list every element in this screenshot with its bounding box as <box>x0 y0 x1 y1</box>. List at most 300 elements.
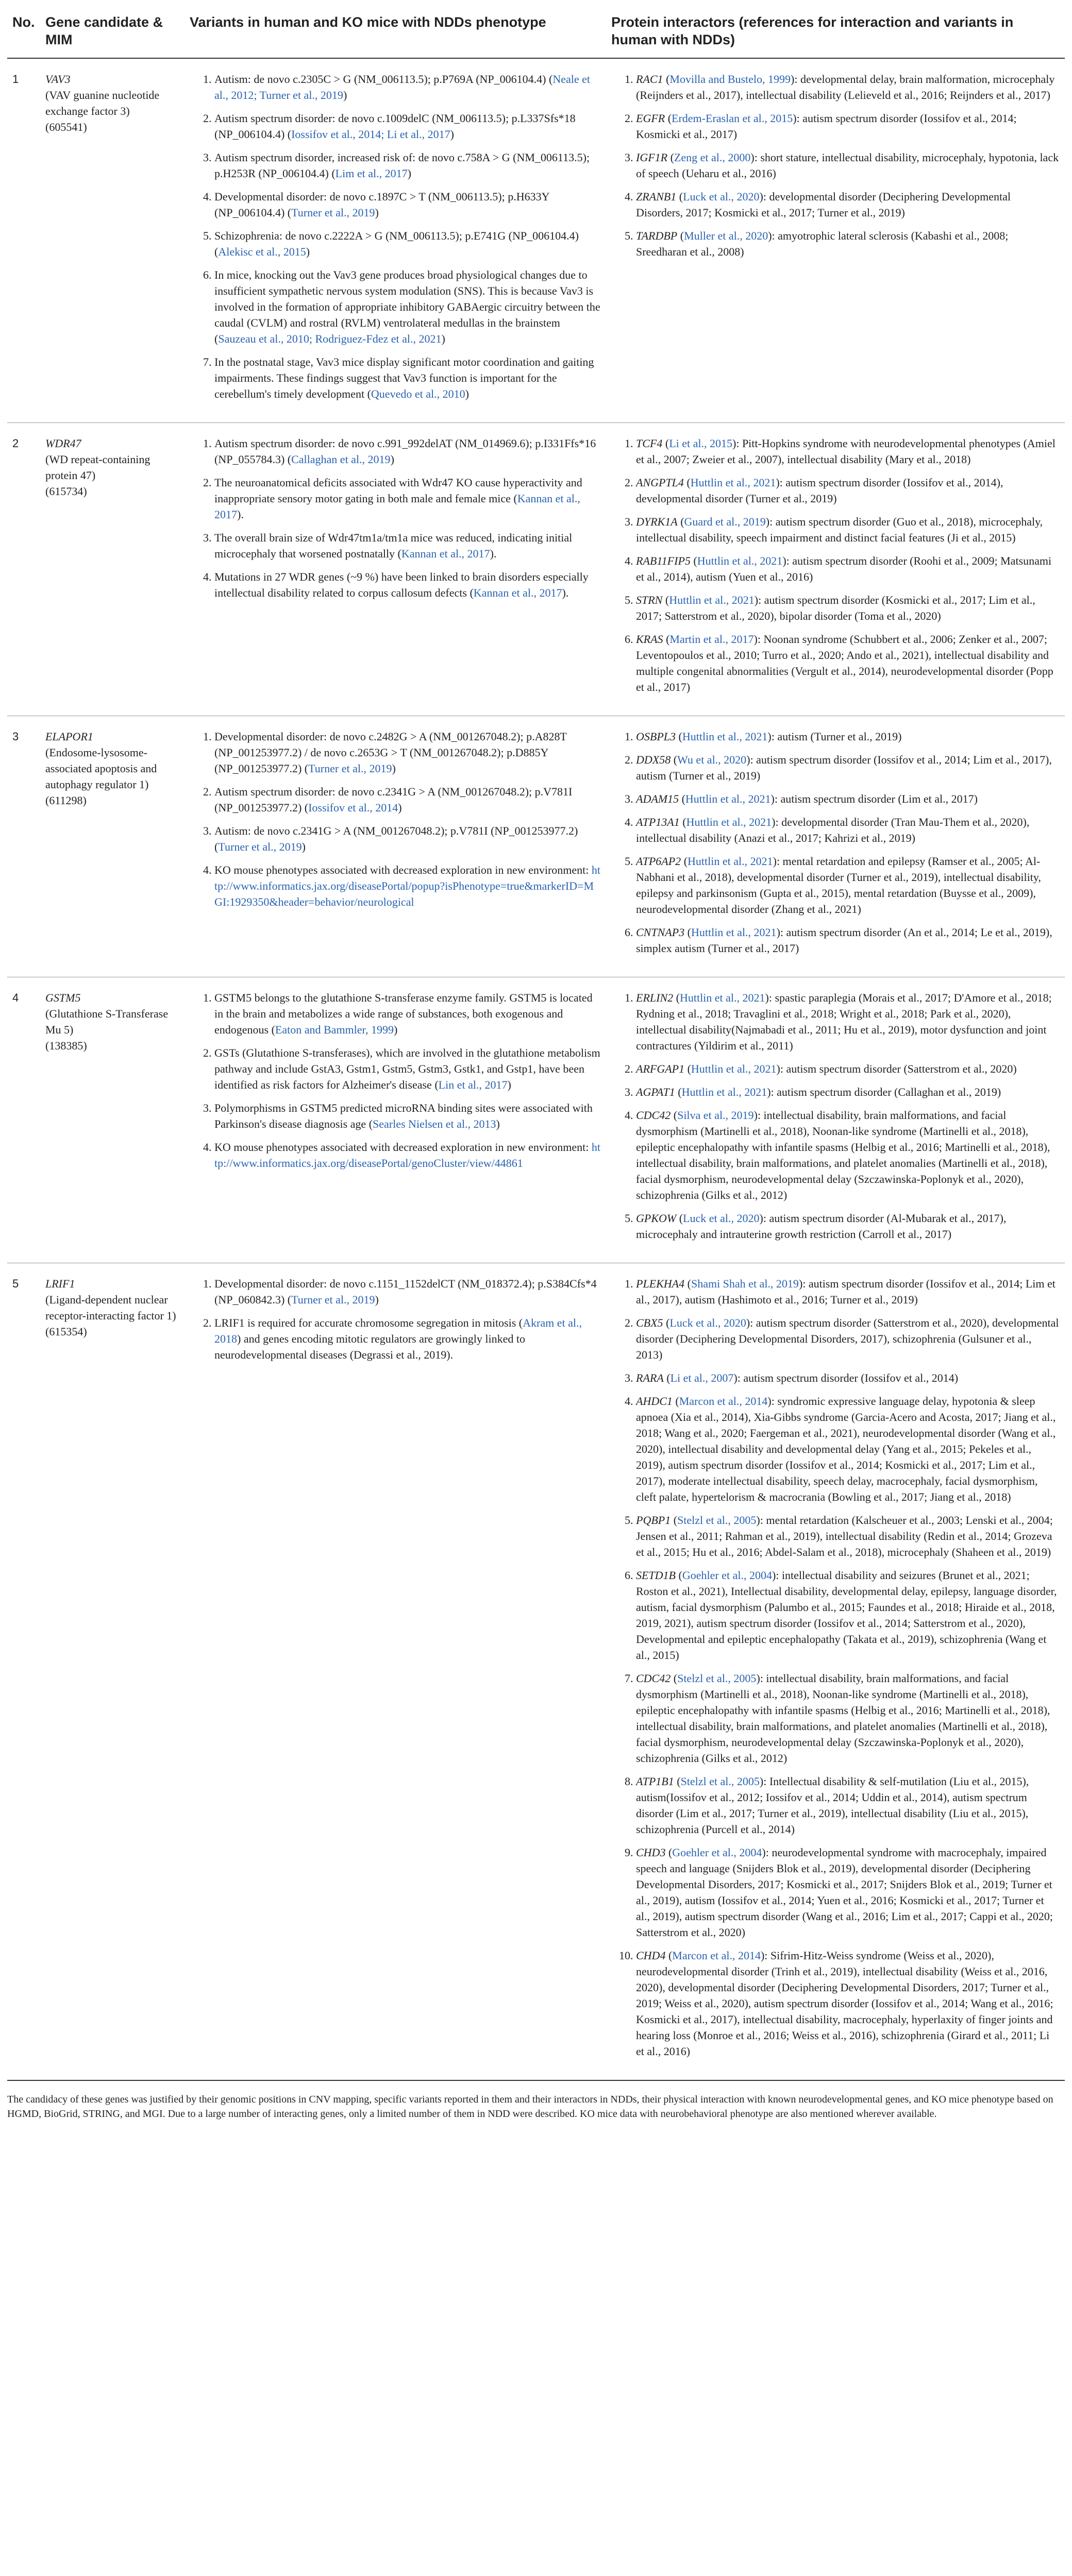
interactor-text: ( <box>676 730 682 743</box>
gene-cell <box>40 423 185 716</box>
variant-reference[interactable]: Lin et al., 2017 <box>438 1078 508 1091</box>
interactor-item <box>636 1315 1060 1363</box>
interactor-reference[interactable]: Huttlin et al., 2021 <box>686 816 772 828</box>
interactor-text: ( <box>676 190 683 203</box>
interactor-phenotypes: ): autism spectrum disorder (Callaghan et al., 2019) <box>767 1086 1001 1098</box>
interactor-item <box>636 853 1060 917</box>
gene-symbol: WDR47 <box>45 437 81 450</box>
interactor-reference[interactable]: Stelzl et al., 2005 <box>677 1514 757 1527</box>
interactor-text: ( <box>690 554 697 567</box>
interactor-gene: ATP6AP2 <box>636 855 681 868</box>
interactor-phenotypes: ): intellectual disability, brain malformations, and facial dysmorphism (Martinelli et al., 2018), Noonan-like syndrome (Martinelli et al., 2018), epileptic encephalopathy with infantile spasms (Helbig et al., 2016; Martinelli et al., 2018), intellectual disability, brain malformations, and platelet anomalies (Martinelli et al., 2018), facial dysmorphism, neurodevelopmental delay (Szczawinska-Poplonyk et al., 2020), schizophrenia (Gilks et al., 2012) <box>636 1672 1050 1765</box>
gene-full-name: (VAV guanine nucleotide exchange factor 3) <box>45 89 160 117</box>
variant-text: Autism spectrum disorder: de novo c.2341G > A (NM_001267048.2); p.V781I (NP_001253977.2) ( <box>214 785 573 814</box>
interactor-reference[interactable]: Wu et al., 2020 <box>677 753 747 766</box>
variant-reference[interactable]: Eaton and Bammler, 1999 <box>275 1023 394 1036</box>
variants-list <box>190 728 601 910</box>
variant-text-end: ). <box>237 508 244 521</box>
table-footnote: The candidacy of these genes was justified by their genomic positions in CNV mapping, specific variants reported in them and their interactors in NDDs, their physical interaction with known neurodevelopmental genes, and KO mice phenotype based on HGMD, BioGrid, STRING, and MGI. Due to a large number of interacting genes, only a limited number of them in NDD were described. KO mice data with neurobehavioral phenotype are also mentioned wherever available. <box>7 2094 1053 2120</box>
interactor-gene: ARFGAP1 <box>636 1062 685 1075</box>
interactor-gene: EGFR <box>636 112 665 125</box>
interactor-phenotypes: ): short stature, intellectual disability, microcephaly, hypotonia, lack of speech (Ueharu et al., 2016) <box>636 151 1059 180</box>
interactor-text: ( <box>677 515 684 528</box>
interactor-item <box>636 1393 1060 1505</box>
interactor-item <box>636 1773 1060 1837</box>
variant-text-end: ) and genes encoding mitotic regulators are growingly linked to neurodevelopmental diseases (Degrassi et al., 2019). <box>214 1332 526 1361</box>
interactor-item <box>636 1084 1060 1100</box>
interactor-text: ( <box>663 1316 670 1329</box>
variant-item <box>214 474 601 522</box>
gene-full-name: (WD repeat-containing protein 47) <box>45 453 150 482</box>
interactor-reference[interactable]: Guard et al., 2019 <box>684 515 766 528</box>
interactor-phenotypes: ): Intellectual disability & self-mutilation (Liu et al., 2015), autism(Iossifov et al., 2012; Iossifov et al., 2014; Uddin et al., 2014), autism spectrum disorder (Lim et al., 2017; Turner et al., 2019), intellectual disability (Liu et al., 2015), schizophrenia (Purcell et al., 2014) <box>636 1775 1029 1836</box>
interactor-reference[interactable]: Goehler et al., 2004 <box>682 1569 772 1582</box>
interactor-text: ( <box>662 594 669 606</box>
variants-list <box>190 435 601 601</box>
interactor-reference[interactable]: Luck et al., 2020 <box>669 1316 746 1329</box>
interactor-phenotypes: ): developmental disorder (Tran Mau-Them et al., 2020), intellectual disability (Anazi et al., 2017; Kahrizi et al., 2019) <box>636 816 1030 844</box>
variant-text-end: ) <box>343 89 347 101</box>
variant-text-end: ) <box>507 1078 511 1091</box>
variant-reference[interactable]: Akram et al., 2018 <box>214 1316 582 1345</box>
variant-text: Autism: de novo c.2341G > A (NM_001267048.2); p.V781I (NP_001253977.2) ( <box>214 824 578 853</box>
interactor-phenotypes: ): amyotrophic lateral sclerosis (Kabashi et al., 2008; Sreedharan et al., 2008) <box>636 229 1009 258</box>
variant-reference[interactable]: Sauzeau et al., 2010; Rodriguez-Fdez et al., 2021 <box>218 332 442 345</box>
header-gene: Gene candidate & MIM <box>40 9 185 58</box>
gene-mim: (611298) <box>45 794 87 807</box>
variant-text: GSTM5 belongs to the glutathione S-transferase enzyme family. GSTM5 is located in the brain and metabolizes a wide range of substances, both exogenous and endogenous ( <box>214 991 593 1036</box>
header-variants: Variants in human and KO mice with NDDs phenotype <box>185 9 606 58</box>
interactor-text: ( <box>663 73 670 86</box>
row-number: 4 <box>12 991 19 1004</box>
row-number-cell <box>7 58 40 423</box>
interactor-item <box>636 1107 1060 1203</box>
interactor-gene: ZRANB1 <box>636 190 677 203</box>
interactor-gene: ANGPTL4 <box>636 476 684 489</box>
variant-text: In the postnatal stage, Vav3 mice display significant motor coordination and gaiting impairments. These findings suggest that Vav3 function is important for the cerebellum's timely development ( <box>214 355 594 400</box>
interactor-text: ( <box>679 792 685 805</box>
variant-text-end: ) <box>450 128 454 141</box>
variant-item <box>214 1315 601 1363</box>
interactor-item <box>636 631 1060 695</box>
table-header-row <box>7 9 1065 58</box>
table-row <box>7 1263 1065 2081</box>
variant-item <box>214 71 601 103</box>
interactor-text: ( <box>675 1086 682 1098</box>
table-row <box>7 716 1065 977</box>
interactor-gene: IGF1R <box>636 151 668 164</box>
interactor-reference[interactable]: Silva et al., 2019 <box>677 1109 754 1122</box>
variants-cell <box>185 58 606 423</box>
variants-list <box>190 1276 601 1363</box>
interactors-list <box>611 71 1060 260</box>
interactor-gene: TARDBP <box>636 229 678 242</box>
variant-item <box>214 110 601 142</box>
variant-text: Polymorphisms in GSTM5 predicted microRNA binding sites were associated with Parkinson's disease diagnosis age ( <box>214 1101 593 1130</box>
variant-item <box>214 862 601 910</box>
variant-reference[interactable]: Kannan et al., 2017 <box>401 547 490 560</box>
interactor-item <box>636 474 1060 506</box>
variant-text-end: ) <box>306 245 310 258</box>
interactor-reference[interactable]: Luck et al., 2020 <box>683 1212 760 1225</box>
interactor-text: ( <box>663 633 670 646</box>
interactor-reference[interactable]: Huttlin et al., 2021 <box>697 554 783 567</box>
interactor-item <box>636 1670 1060 1766</box>
interactor-text: ( <box>665 1846 673 1859</box>
interactor-reference[interactable]: Li et al., 2015 <box>669 437 732 450</box>
interactor-gene: ATP1B1 <box>636 1775 674 1788</box>
variant-reference[interactable]: Turner et al., 2019 <box>308 762 392 775</box>
variant-text: KO mouse phenotypes associated with decreased exploration in new environment: <box>214 1141 592 1154</box>
variant-text-end: ) <box>394 1023 398 1036</box>
gene-mim: (605541) <box>45 121 87 133</box>
gene-mim: (615354) <box>45 1325 87 1338</box>
variant-text: The neuroanatomical deficits associated with Wdr47 KO cause hyperactivity and inappropriate sensory motor gating in both male and female mice ( <box>214 476 582 505</box>
variant-item <box>214 1100 601 1132</box>
variant-reference[interactable]: Callaghan et al., 2019 <box>291 453 391 466</box>
interactor-phenotypes: ): autism spectrum disorder (Roohi et al., 2009; Matsunami et al., 2014), autism (Yuen et al., 2016) <box>636 554 1052 583</box>
variant-reference[interactable]: Turner et al., 2019 <box>291 206 375 219</box>
gene-cell <box>40 716 185 977</box>
variant-reference[interactable]: Kannan et al., 2017 <box>214 492 580 521</box>
row-number-cell <box>7 977 40 1263</box>
variant-text: The overall brain size of Wdr47tm1a/tm1a mice was reduced, indicating initial microcephaly that worsened postnatally ( <box>214 531 573 560</box>
interactor-item <box>636 924 1060 956</box>
interactor-text: ( <box>683 476 691 489</box>
interactor-gene: OSBPL3 <box>636 730 676 743</box>
interactor-text: ( <box>671 1672 678 1685</box>
variant-item <box>214 435 601 467</box>
gene-mim: (138385) <box>45 1039 87 1052</box>
interactor-item <box>636 814 1060 846</box>
variant-reference[interactable]: Iossifov et al., 2014 <box>308 801 398 814</box>
variant-item <box>214 149 601 181</box>
interactor-gene: GPKOW <box>636 1212 677 1225</box>
gene-mim: (615734) <box>45 485 87 498</box>
interactor-text: ( <box>671 1514 678 1527</box>
interactor-text: ( <box>665 112 672 125</box>
interactor-item <box>636 1210 1060 1242</box>
variant-item <box>214 354 601 402</box>
header-interactors: Protein interactors (references for interaction and variants in human with NDDs) <box>606 9 1065 58</box>
interactors-cell <box>606 58 1065 423</box>
interactor-reference[interactable]: Huttlin et al., 2021 <box>688 855 773 868</box>
interactor-gene: PQBP1 <box>636 1514 671 1527</box>
variant-text-end: ) <box>398 801 402 814</box>
variant-reference[interactable]: Turner et al., 2019 <box>291 1293 375 1306</box>
interactor-phenotypes: ): autism spectrum disorder (Iossifov et al., 2014; Lim et al., 2017), autism (Turner et al., 2019) <box>636 753 1052 782</box>
interactor-item <box>636 435 1060 467</box>
interactor-gene: DDX58 <box>636 753 671 766</box>
mgi-link[interactable]: http://www.informatics.jax.org/diseasePortal/genoCluster/view/44861 <box>214 1141 601 1170</box>
variant-text: Developmental disorder: de novo c.2482G > A (NM_001267048.2); p.A828T (NP_001253977.2) / de novo c.2653G > T (NM_001267048.2); p.D885Y (NP_001253977.2) ( <box>214 730 567 775</box>
interactor-text: ( <box>674 1775 681 1788</box>
variant-reference[interactable]: Searles Nielsen et al., 2013 <box>373 1117 496 1130</box>
interactor-phenotypes: ): syndromic expressive language delay, hypotonia & sleep apnoea (Xia et al., 2014), Xia-Gibbs syndrome (Garcia-Acero and Acosta, 2017; Jiang et al., 2018; Wang et al., 2020; Faergeman et al., 2021), neurodevelopmental disorder (Wang et al., 2020), intellectual disability and developmental delay (Yang et al., 2015; Pekeles et al., 2019), autism spectrum disorder (Iossifov et al., 2014; Kosmicki et al., 2017; Lim et al., 2017), moderate intellectual disability, speech delay, macrocephaly, facial dysmorphism, cleft palate, hypertelorism & macrocrania (Bowling et al., 2017; Jiang et al., 2018) <box>636 1395 1056 1503</box>
interactor-gene: CDC42 <box>636 1672 671 1685</box>
interactor-gene: ATP13A1 <box>636 816 680 828</box>
variant-item <box>214 823 601 855</box>
gene-cell <box>40 58 185 423</box>
interactor-text: ( <box>663 1371 671 1384</box>
variant-item <box>214 530 601 562</box>
variant-text-end: ) <box>496 1117 500 1130</box>
variant-reference[interactable]: Iossifov et al., 2014; Li et al., 2017 <box>291 128 450 141</box>
header-no: No. <box>7 9 40 58</box>
row-number: 1 <box>12 73 19 86</box>
interactor-reference[interactable]: Marcon et al., 2014 <box>679 1395 768 1408</box>
interactor-gene: DYRK1A <box>636 515 678 528</box>
variant-text-end: ) <box>392 762 396 775</box>
variant-item <box>214 990 601 1038</box>
interactor-gene: SETD1B <box>636 1569 676 1582</box>
variant-item <box>214 1276 601 1308</box>
variant-item <box>214 1045 601 1093</box>
interactor-item <box>636 1061 1060 1077</box>
table-row <box>7 423 1065 716</box>
variant-text: Schizophrenia: de novo c.2222A > G (NM_006113.5); p.E741G (NP_006104.4) ( <box>214 229 579 258</box>
interactor-phenotypes: ): autism spectrum disorder (Iossifov et al., 2014; Lim et al., 2017), autism (Hashimoto et al., 2016; Turner et al., 2019) <box>636 1277 1056 1306</box>
interactor-phenotypes: ): autism spectrum disorder (Iossifov et al., 2014; Kosmicki et al., 2017) <box>636 112 1017 141</box>
variant-text: Developmental disorder: de novo c.1151_1152delCT (NM_018372.4); p.S384Cfs*4 (NP_060842.3) ( <box>214 1277 597 1306</box>
interactors-cell <box>606 423 1065 716</box>
interactor-text: ( <box>676 1569 682 1582</box>
interactor-phenotypes: ): neurodevelopmental syndrome with macrocephaly, impaired speech and language (Snijders Blok et al., 2019), developmental disorder (Deciphering Developmental Disorders, 2017; Kosmicki et al., 2017; Snijders Blok et al., 2019; Turner et al., 2019), autism (Iossifov et al., 2014; Yuen et al., 2016; Kosmicki et al., 2017; Turner et al., 2019), autism spectrum disorder (Wang et al., 2016; Lim et al., 2017; Cappi et al., 2020; Satterstrom et al., 2020) <box>636 1846 1053 1939</box>
interactor-gene: KRAS <box>636 633 663 646</box>
interactor-phenotypes: ): Noonan syndrome (Schubbert et al., 2006; Zenker et al., 2007; Leventopoulos et al., 2010; Turro et al., 2020; Ando et al., 2021), intellectual disability and multiple congenital abnormalities (Vergult et al., 2014), neurodevelopmental disorder (Popp et al., 2017) <box>636 633 1053 693</box>
gene-full-name: (Glutathione S-Transferase Mu 5) <box>45 1007 169 1036</box>
variant-text: Autism spectrum disorder: de novo c.991_992delAT (NM_014969.6); p.I331Ffs*16 (NP_055784.3) ( <box>214 437 596 466</box>
variant-item <box>214 728 601 776</box>
interactor-item <box>636 71 1060 103</box>
interactor-text: ( <box>671 1109 678 1122</box>
row-number-cell <box>7 1263 40 2081</box>
interactor-gene: RAB11FIP5 <box>636 554 691 567</box>
interactor-phenotypes: ): intellectual disability, brain malformations, and facial dysmorphism (Martinelli et al., 2018), Noonan-like syndrome (Martinelli et al., 2018), epileptic encephalopathy with infantile spasms (Helbig et al., 2016; Martinelli et al., 2018), intellectual disability, brain malformations, and platelet anomalies (Martinelli et al., 2018), facial dysmorphism, neurodevelopmental delay (Szczawinska-Poplonyk et al., 2020), schizophrenia (Gilks et al., 2012) <box>636 1109 1050 1201</box>
interactor-phenotypes: ): autism spectrum disorder (Al-Mubarak et al., 2017), microcephaly and intrauterine growth restriction (Carroll et al., 2017) <box>636 1212 1007 1241</box>
interactor-phenotypes: ): Sifrim-Hitz-Weiss syndrome (Weiss et al., 2020), neurodevelopmental disorder (Trinh et al., 2019), intellectual disability (Weiss et al., 2016, 2020), developmental disorder (Deciphering Developmental Disorders, 2017; Turner et al., 2019; Weiss et al., 2020), autism spectrum disorder (Iossifov et al., 2014; Wang et al., 2016; Kosmicki et al., 2017), intellectual disability, macrocephaly, hyperlaxity of finger joints and hearing loss (Monroe et al., 2016; Weiss et al., 2016), schizophrenia (Girard et al., 2011; Li et al., 2016) <box>636 1949 1053 2058</box>
interactor-reference[interactable]: Huttlin et al., 2021 <box>691 1062 777 1075</box>
interactor-gene: STRN <box>636 594 663 606</box>
interactor-item <box>636 791 1060 807</box>
interactor-reference[interactable]: Martin et al., 2017 <box>669 633 754 646</box>
gene-full-name: (Ligand-dependent nuclear receptor-interacting factor 1) <box>45 1293 176 1322</box>
row-number-cell <box>7 716 40 977</box>
interactor-phenotypes: ): autism spectrum disorder (An et al., 2014; Le et al., 2019), simplex autism (Turner et al., 2017) <box>636 926 1052 955</box>
interactor-item <box>636 1844 1060 1940</box>
interactor-reference[interactable]: Stelzl et al., 2005 <box>680 1775 760 1788</box>
interactors-list <box>611 1276 1060 2059</box>
variant-text: Autism spectrum disorder, increased risk of: de novo c.758A > G (NM_006113.5); p.H253R (NP_006104.4) ( <box>214 151 590 180</box>
interactor-reference[interactable]: Huttlin et al., 2021 <box>681 1086 767 1098</box>
interactor-reference[interactable]: Muller et al., 2020 <box>684 229 768 242</box>
interactor-item <box>636 1276 1060 1308</box>
interactor-reference[interactable]: Huttlin et al., 2021 <box>690 476 776 489</box>
interactor-item <box>636 553 1060 585</box>
interactor-phenotypes: ): mental retardation (Kalscheuer et al., 2003; Lenski et al., 2004; Jensen et al., 2011; Rahman et al., 2019), intellectual disability (Redin et al., 2014; Grozeva et al., 2015; Hu et al., 2016; Abdel-Salam et al., 2018), microcephaly (Shaheen et al., 2019) <box>636 1514 1053 1558</box>
interactor-item <box>636 990 1060 1054</box>
interactor-gene: ADAM15 <box>636 792 679 805</box>
interactor-phenotypes: ): spastic paraplegia (Morais et al., 2017; D'Amore et al., 2018; Rydning et al., 2018; Travaglini et al., 2018; Wright et al., 2018; Park et al., 2020), intellectual disability(Najmabadi et al., 2011; Hu et al., 2019), motor dysfunction and joint contractures (Yildirim et al., 2011) <box>636 991 1052 1052</box>
variant-text-end: ) <box>301 840 306 853</box>
interactor-text: ( <box>684 926 691 939</box>
interactor-phenotypes: ): autism spectrum disorder (Guo et al., 2018), microcephaly, intellectual disability, speech impairment and distinct facial features (Ji et al., 2015) <box>636 515 1043 544</box>
interactor-text: ( <box>672 1395 679 1408</box>
variant-text-end: ) <box>375 1293 379 1306</box>
interactor-item <box>636 110 1060 142</box>
interactor-reference[interactable]: Shami Shah et al., 2019 <box>691 1277 799 1290</box>
interactor-phenotypes: ): autism spectrum disorder (Satterstrom et al., 2020), developmental disorder (Deciphering Developmental Disorders, 2017), schizophrenia (Gulsuner et al., 2013) <box>636 1316 1059 1361</box>
variant-text: GSTs (Glutathione S-transferases), which are involved in the glutathione metabolism pathway and include GstA3, Gstm1, Gstm5, Gstm3, Gstk1, and Gstp1, have been identified as risk factors for Alzheimer's disease ( <box>214 1046 600 1091</box>
interactors-list <box>611 728 1060 956</box>
mgi-link[interactable]: http://www.informatics.jax.org/diseasePortal/popup?isPhenotype=true&markerID=MGI:1929350&header=behavior/neurological <box>214 863 601 908</box>
variants-cell <box>185 716 606 977</box>
variant-text-end: ) <box>375 206 379 219</box>
interactor-gene: PLEKHA4 <box>636 1277 685 1290</box>
interactor-item <box>636 592 1060 624</box>
variant-item <box>214 189 601 221</box>
table-row <box>7 58 1065 423</box>
interactor-phenotypes: ): autism spectrum disorder (Kosmicki et al., 2017; Lim et al., 2017; Satterstrom et al., 2020), bipolar disorder (Toma et al., 2020) <box>636 594 1035 622</box>
row-number-cell <box>7 423 40 716</box>
interactor-gene: RARA <box>636 1371 664 1384</box>
variant-reference[interactable]: Quevedo et al., 2010 <box>371 387 465 400</box>
interactor-gene: RAC1 <box>636 73 663 86</box>
interactor-phenotypes: ): autism spectrum disorder (Iossifov et al., 2014) <box>733 1371 959 1384</box>
interactors-list <box>611 990 1060 1242</box>
interactor-item <box>636 752 1060 784</box>
interactor-text: ( <box>667 151 674 164</box>
interactor-reference[interactable]: Huttlin et al., 2021 <box>669 594 755 606</box>
interactor-item <box>636 228 1060 260</box>
interactor-item <box>636 1947 1060 2059</box>
variant-reference[interactable]: Alekisc et al., 2015 <box>218 245 306 258</box>
interactor-phenotypes: ): autism spectrum disorder (Lim et al., 2017) <box>770 792 978 805</box>
interactor-phenotypes: ): autism (Turner et al., 2019) <box>767 730 902 743</box>
interactor-gene: CDC42 <box>636 1109 671 1122</box>
interactor-reference[interactable]: Movilla and Bustelo, 1999 <box>669 73 791 86</box>
gene-symbol: LRIF1 <box>45 1277 75 1290</box>
interactor-item <box>636 149 1060 181</box>
variant-text-end: ) <box>407 167 411 180</box>
interactor-gene: CHD4 <box>636 1949 666 1962</box>
interactor-phenotypes: ): mental retardation and epilepsy (Ramser et al., 2005; Al-Nabhani et al., 2018), developmental disorder (Turner et al., 2019), intellectual disability, epilepsy and parkinsonism (Gupta et al., 2015), mental retardation (Buysse et al., 2009), neurodevelopmental disorder (Zhang et al., 2021) <box>636 855 1041 916</box>
interactor-text: ( <box>671 753 678 766</box>
variant-item <box>214 267 601 347</box>
table-row <box>7 977 1065 1263</box>
variants-list <box>190 71 601 402</box>
interactor-phenotypes: ): developmental disorder (Deciphering Developmental Disorders, 2017; Kosmicki et al., 2017; Turner et al., 2019) <box>636 190 1011 219</box>
interactor-gene: ERLIN2 <box>636 991 674 1004</box>
interactor-text: ( <box>681 855 688 868</box>
variants-cell <box>185 977 606 1263</box>
interactor-text: ( <box>665 1949 673 1962</box>
gene-symbol: ELAPOR1 <box>45 730 93 743</box>
variant-text-end: ). <box>562 586 569 599</box>
variant-item <box>214 784 601 816</box>
variant-reference[interactable]: Neale et al., 2012; Turner et al., 2019 <box>214 73 590 101</box>
interactor-item <box>636 1370 1060 1386</box>
interactor-reference[interactable]: Huttlin et al., 2021 <box>679 991 765 1004</box>
interactor-phenotypes: ): intellectual disability and seizures (Brunet et al., 2021; Roston et al., 2021), Intellectual disability, developmental delay, epilepsy, language disorder, autism, facial dysmorphism (Palumbo et al., 2015; Faundes et al., 2018; Hiraide et al., 2018, 2019, 2021), autism spectrum disorder (Iossifov et al., 2014; Satterstrom et al., 2020), Developmental and epileptic encephalopathy (Takata et al., 2019), schizophrenia (Wang et al., 2015) <box>636 1569 1057 1662</box>
interactor-phenotypes: ): autism spectrum disorder (Iossifov et al., 2014), developmental disorder (Turner et al., 2019) <box>636 476 1003 505</box>
interactor-reference[interactable]: Stelzl et al., 2005 <box>677 1672 757 1685</box>
interactor-text: ( <box>679 816 686 828</box>
interactor-text: ( <box>673 991 680 1004</box>
interactor-reference[interactable]: Huttlin et al., 2021 <box>682 730 768 743</box>
interactor-reference[interactable]: Zeng et al., 2000 <box>674 151 751 164</box>
variant-reference[interactable]: Lim et al., 2017 <box>335 167 408 180</box>
variant-text-end: ) <box>465 387 469 400</box>
variant-text: Autism: de novo c.2305C > G (NM_006113.5); p.P769A (NP_006104.4) ( <box>214 73 553 86</box>
interactor-phenotypes: ): Pitt-Hopkins syndrome with neurodevelopmental phenotypes (Amiel et al., 2007; Zweier et al., 2007), intellectual disability (Mary et al., 2018) <box>636 437 1056 466</box>
interactor-reference[interactable]: Huttlin et al., 2021 <box>685 792 771 805</box>
variant-text-end: ). <box>490 547 497 560</box>
interactor-item <box>636 1512 1060 1560</box>
interactor-gene: CBX5 <box>636 1316 663 1329</box>
gene-full-name: (Endosome-lysosome-associated apoptosis and autophagy regulator 1) <box>45 746 157 791</box>
gene-symbol: VAV3 <box>45 73 71 86</box>
interactor-reference[interactable]: Luck et al., 2020 <box>683 190 760 203</box>
interactors-cell <box>606 716 1065 977</box>
variant-text: LRIF1 is required for accurate chromosome segregation in mitosis ( <box>214 1316 523 1329</box>
interactor-item <box>636 189 1060 221</box>
variant-text-end: ) <box>390 453 394 466</box>
interactor-reference[interactable]: Erdem-Eraslan et al., 2015 <box>672 112 793 125</box>
interactor-gene: AGPAT1 <box>636 1086 675 1098</box>
interactor-text: ( <box>676 1212 683 1225</box>
interactor-item <box>636 1567 1060 1663</box>
interactor-phenotypes: ): developmental delay, brain malformation, microcephaly (Reijnders et al., 2017), intellectual disability (Lelieveld et al., 2016; Reijnders et al., 2017) <box>636 73 1055 101</box>
gene-symbol: GSTM5 <box>45 991 81 1004</box>
interactor-reference[interactable]: Huttlin et al., 2021 <box>691 926 777 939</box>
variant-reference[interactable]: Kannan et al., 2017 <box>473 586 562 599</box>
interactor-item <box>636 728 1060 744</box>
variant-text: KO mouse phenotypes associated with decreased exploration in new environment: <box>214 863 592 876</box>
variant-text: Developmental disorder: de novo c.1897C > T (NM_006113.5); p.H633Y (NP_006104.4) ( <box>214 190 549 219</box>
interactors-list <box>611 435 1060 695</box>
interactor-gene: AHDC1 <box>636 1395 673 1408</box>
gene-cell <box>40 977 185 1263</box>
gene-cell <box>40 1263 185 2081</box>
variant-text-end: ) <box>441 332 445 345</box>
interactors-cell <box>606 977 1065 1263</box>
interactor-reference[interactable]: Goehler et al., 2004 <box>672 1846 762 1859</box>
interactor-gene: CNTNAP3 <box>636 926 685 939</box>
interactor-text: ( <box>684 1277 691 1290</box>
variant-text: Autism spectrum disorder: de novo c.1009delC (NM_006113.5); p.L337Sfs*18 (NP_006104.4) ( <box>214 112 576 141</box>
interactor-text: ( <box>662 437 669 450</box>
variants-list <box>190 990 601 1171</box>
interactor-gene: TCF4 <box>636 437 663 450</box>
variants-cell <box>185 423 606 716</box>
variant-item <box>214 569 601 601</box>
row-number: 3 <box>12 730 19 743</box>
interactor-item <box>636 514 1060 546</box>
variant-item <box>214 1139 601 1171</box>
variant-text: Mutations in 27 WDR genes (~9 %) have been linked to brain disorders especially intellectual disability related to corpus callosum defects ( <box>214 570 589 599</box>
interactors-cell <box>606 1263 1065 2081</box>
row-number: 2 <box>12 437 19 450</box>
gene-candidate-table <box>7 9 1065 2081</box>
interactor-reference[interactable]: Li et al., 2007 <box>670 1371 734 1384</box>
interactor-reference[interactable]: Marcon et al., 2014 <box>672 1949 761 1962</box>
variant-reference[interactable]: Turner et al., 2019 <box>218 840 302 853</box>
variant-text: In mice, knocking out the Vav3 gene produces broad physiological changes due to insufficient sympathetic nervous system modulation (SNS). This is because Vav3 is involved in the formation of appropriate inhibitory GABAergic circuitry between the caudal (CVLM) and rostral (RVLM) ventrolateral medullas in the brainstem ( <box>214 268 600 345</box>
interactor-gene: CHD3 <box>636 1846 666 1859</box>
row-number: 5 <box>12 1277 19 1290</box>
interactor-text: ( <box>684 1062 691 1075</box>
